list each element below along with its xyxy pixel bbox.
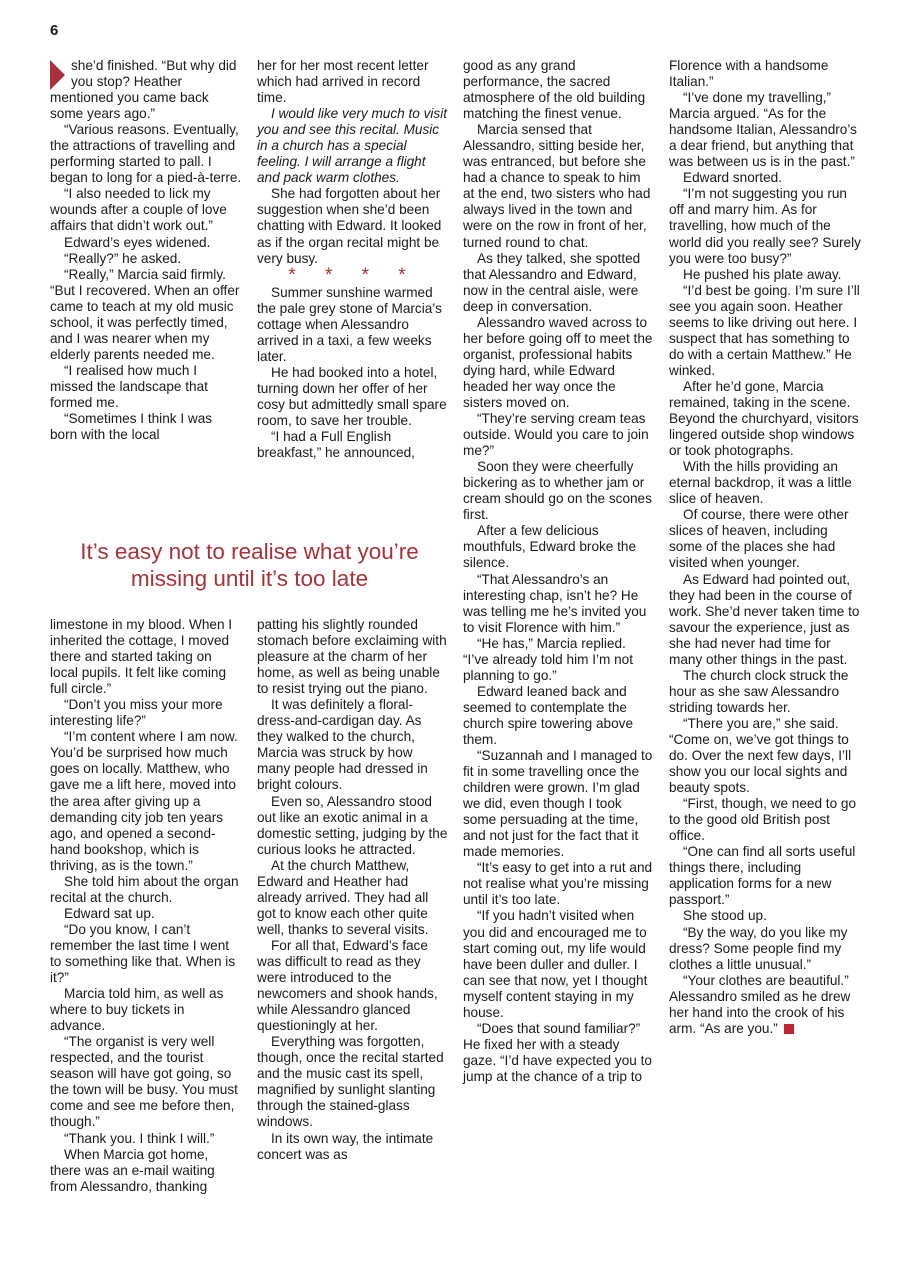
paragraph: As they talked, she spotted that Alessandro and Edward, now in the central aisle, were deep in conversation. (463, 250, 641, 314)
paragraph: Summer sunshine warmed the pale grey stone of Marcia’s cottage when Alessandro arrived in a taxi, a few weeks later. (257, 284, 442, 364)
paragraph: “I’m content where I am now. You’d be surprised how much goes on locally. Matthew, who gave me a lift here, moved into the area after giving up a demanding city job ten years ago, and opened a second-hand bookshop, which is thriving, as is the town.” (50, 729, 238, 873)
paragraph: “It’s easy to get into a rut and not realise what you’re missing until it’s too late. (463, 860, 653, 908)
paragraph: good as any grand performance, the sacred atmosphere of the old building matching the finest venue. (463, 58, 646, 122)
page-number: 6 (50, 22, 59, 39)
paragraph: He pushed his plate away. (683, 266, 842, 282)
paragraph: “I also needed to lick my wounds after a couple of love affairs that didn’t work out.” (50, 186, 227, 234)
paragraph: “That Alessandro’s an interesting chap, isn’t he? He was telling me he’s invited you to visit Florence with him.” (463, 571, 647, 635)
paragraph: Edward leaned back and seemed to contemplate the church spire towering above them. (463, 683, 634, 747)
paragraph: her for her most recent letter which had arrived in record time. (257, 58, 429, 106)
paragraph: At the church Matthew, Edward and Heather had already arrived. They had all got to know each other quite well, thanks to several visits. (257, 857, 429, 937)
end-mark-icon (784, 1024, 794, 1034)
paragraph: “I’ve done my travelling,” Marcia argued. “As for the handsome Italian, Alessandro’s a dear friend, but anything that was between us is in the past.” (669, 90, 857, 170)
paragraph: Soon they were cheerfully bickering as to whether jam or cream should go on the scones first. (463, 459, 652, 523)
paragraph: Alessandro waved across to her before going off to meet the organist, professional habits dying hard, while Edward headed her way once the sisters moved on. (463, 314, 653, 410)
paragraph: “I’m not suggesting you run off and marry him. As for travelling, how much of the world did you really see? Surely you were too busy?” (669, 186, 861, 266)
paragraph: “If you hadn’t visited when you did and encouraged me to start coming out, my life would have been duller and duller. I can see that now, yet I thought myself content staying in my house. (463, 908, 648, 1020)
paragraph: When Marcia got home, there was an e-mail waiting from Alessandro, thanking (50, 1146, 215, 1194)
paragraph: It was definitely a floral-dress-and-cardigan day. As they walked to the church, Marcia was struck by how many people had dressed in bright colours. (257, 697, 428, 793)
paragraph-text: “Your clothes are beautiful.” Alessandro smiled as he drew her hand into the crook of his arm. “As are you.” (669, 972, 851, 1036)
paragraph: “I’d best be going. I’m sure I’ll see you again soon. Heather seems to like driving out here. I suspect that has something to do with a certain Matthew.” He winked. (669, 282, 860, 378)
continuation-arrow-icon (50, 60, 65, 90)
paragraph: She told him about the organ recital at the church. (50, 873, 239, 905)
paragraph: Edward sat up. (64, 905, 155, 921)
paragraph: “First, though, we need to go to the good old British post office. (669, 796, 857, 844)
paragraph: She had forgotten about her suggestion when she’d been chatting with Edward. It looked as if the organ recital might be very busy. (257, 186, 442, 266)
email-quote: I would like very much to visit you and see this recital. Music in a church has a special feeling. I will arrange a flight and pack warm clothes. (257, 106, 448, 186)
paragraph: Marcia sensed that Alessandro, sitting beside her, was entranced, but before she had a chance to speak to him at the end, two sisters who had always lived in the town and were on the row in front of her, turned round to chat. (463, 122, 651, 250)
paragraph: Even so, Alessandro stood out like an exotic animal in a domestic setting, judging by the curious looks he attracted. (257, 793, 448, 857)
paragraph: The church clock struck the hour as she saw Alessandro striding towards her. (669, 667, 849, 715)
paragraph: After a few delicious mouthfuls, Edward broke the silence. (463, 523, 637, 571)
paragraph: After he’d gone, Marcia remained, taking in the scene. Beyond the churchyard, visitors lingered outside shop windows or took photographs. (669, 378, 859, 459)
paragraph: He had booked into a hotel, turning down her offer of her cosy but admittedly small spare room, to save her trouble. (257, 364, 447, 428)
paragraph: “By the way, do you like my dress? Some people find my clothes a little unusual.” (669, 924, 848, 972)
paragraph: “Really,” Marcia said firmly. “But I recovered. When an offer came to teach at my old music school, it was perfectly timed, and I was nearer when my elderly parents needed me. (50, 266, 240, 362)
paragraph: “The organist is very well respected, and the tourist season will have got going, so the town will be busy. You must come and see me before then, though.” (50, 1034, 238, 1130)
paragraph: In its own way, the intimate concert was as (257, 1130, 434, 1162)
paragraph: As Edward had pointed out, they had been in the course of work. She’d never taken time to savour the experience, just as she had never had time for many other things in the past. (669, 571, 860, 667)
paragraph: “Thank you. I think I will.” (64, 1130, 215, 1146)
paragraph: For all that, Edward’s face was difficult to read as they were introduced to the newcomers and shook hands, while Alessandro glanced questioningly at her. (257, 937, 438, 1034)
column-4 (669, 58, 861, 1037)
paragraph: “I had a Full English breakfast,” he announced, (257, 429, 415, 461)
column-1-bottom (50, 617, 242, 1195)
paragraph: limestone in my blood. When I inherited the cottage, I moved there and started taking on local pupils. It felt like coming full circle.” (50, 617, 233, 697)
column-2-bottom (257, 617, 449, 1163)
paragraph: “Really?” he asked. (64, 250, 182, 266)
paragraph: “Sometimes I think I was born with the local (50, 411, 213, 443)
column-3 (463, 58, 655, 1085)
paragraph: “He has,” Marcia replied. “I’ve already told him I’m not planning to go.” (463, 635, 633, 683)
paragraph: Marcia told him, as well as where to buy tickets in advance. (50, 986, 224, 1034)
paragraph: “Suzannah and I managed to fit in some travelling once the children were grown. I’m glad we did, even though I took some persuading at the time, and not just for the fact that it made memories. (463, 748, 653, 860)
section-break: * * * * (288, 264, 418, 286)
column-1-top (50, 58, 242, 443)
pull-quote: It’s easy not to realise what you’re missing until it’s too late (80, 539, 419, 591)
paragraph: “Don’t you miss your more interesting life?” (50, 697, 223, 729)
paragraph: Of course, there were other slices of heaven, including some of the places she had visited when younger. (669, 507, 849, 571)
paragraph: “Does that sound familiar?” He fixed her with a steady gaze. “I’d have expected you to jump at the chance of a trip to (463, 1020, 652, 1084)
paragraph: Everything was forgotten, though, once the recital started and the music cast its spell, magnified by sunlight slanting through the stained-glass windows. (257, 1034, 444, 1130)
final-paragraph (669, 973, 861, 1037)
paragraph: “Various reasons. Eventually, the attractions of travelling and performing started to pall. I began to long for a pied-à-terre. (50, 122, 242, 186)
paragraph: “I realised how much I missed the landscape that formed me. (50, 362, 208, 410)
column-2-top (257, 58, 449, 461)
paragraph: patting his slightly rounded stomach before exclaiming with pleasure at the charm of her home, as well as being unable to resist trying out the piano. (257, 617, 447, 697)
paragraph: “There you are,” she said. “Come on, we’ve got things to do. Over the next few days, I’ll show you our local sights and beauty spots. (669, 715, 852, 796)
paragraph: She stood up. (683, 908, 767, 924)
paragraph: “They’re serving cream teas outside. Would you care to join me?” (463, 411, 649, 459)
paragraph: “One can find all sorts useful things there, including application forms for a new passport.” (669, 844, 856, 908)
paragraph: “Do you know, I can’t remember the last time I went to something like that. When is it?” (50, 921, 236, 986)
paragraph: Florence with a handsome Italian.” (669, 58, 829, 90)
paragraph: she’d finished. “But why did you stop? Heather mentioned you came back some years ago.” (50, 58, 237, 122)
paragraph: Edward snorted. (683, 170, 782, 186)
paragraph: With the hills providing an eternal backdrop, it was a little slice of heaven. (669, 459, 852, 507)
paragraph: Edward’s eyes widened. (64, 234, 211, 250)
